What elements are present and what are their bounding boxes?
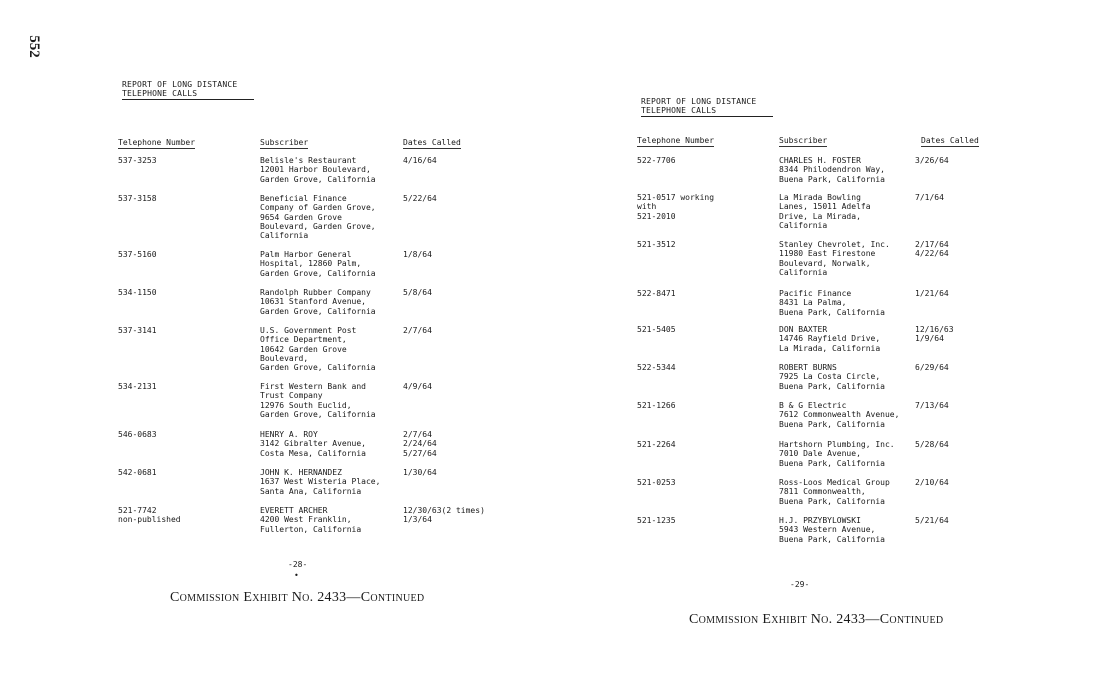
dates-called-line: 1/8/64 [403, 250, 432, 259]
page-foot: -28- [288, 560, 308, 569]
telephone-number-line: 521-2264 [637, 440, 676, 449]
telephone-number-line: 522-7706 [637, 156, 676, 165]
subscriber-line: 14746 Rayfield Drive, [779, 334, 881, 344]
header-dates: Dates Called [921, 136, 979, 145]
dates-called-line: 2/10/64 [915, 478, 949, 487]
subscriber-line: Office Department, [260, 335, 347, 345]
header-telephone: Telephone Number [118, 138, 196, 147]
telephone-number-line: with [637, 202, 657, 212]
subscriber [779, 478, 890, 506]
telephone-number-line: 521-1266 [637, 401, 676, 410]
subscriber-line: 8431 La Palma, [779, 298, 847, 308]
subscriber-line: Garden Grove, California [260, 268, 376, 278]
telephone-number [118, 326, 157, 335]
subscriber-line: U.S. Government Post [260, 326, 357, 335]
subscriber-line: HENRY A. ROY [260, 430, 318, 439]
subscriber-line: Trust Company [260, 391, 323, 401]
subscriber-line: Santa Ana, California [260, 486, 362, 496]
subscriber-line: Buena Park, California [779, 419, 885, 429]
subscriber [779, 401, 899, 429]
subscriber-line: 9654 Garden Grove [260, 212, 342, 222]
dates-called [915, 401, 949, 410]
subscriber-line: 8344 Philodendron Way, [779, 165, 885, 175]
dates-called-line: 1/3/64 [403, 515, 432, 525]
telephone-number [637, 240, 676, 249]
dates-called-line: 12/16/63 [915, 325, 954, 334]
dates-called [915, 363, 949, 372]
subscriber [779, 440, 895, 468]
subscriber-line: Costa Mesa, California [260, 448, 366, 458]
subscriber-line: Hartshorn Plumbing, Inc. [779, 440, 895, 449]
dates-called-line: 1/9/64 [915, 334, 944, 344]
dates-called [403, 250, 432, 259]
dates-called-line: 12/30/63(2 times) [403, 506, 485, 515]
report-title [122, 80, 254, 100]
telephone-number-line: 537-3158 [118, 194, 157, 203]
report-title-line2: TELEPHONE CALLS [122, 89, 198, 98]
telephone-number-line: 521-7742 [118, 506, 157, 515]
dates-called-line: 7/1/64 [915, 193, 944, 202]
telephone-number-line: 534-2131 [118, 382, 157, 391]
dates-called [403, 506, 485, 525]
telephone-number-line: 542-0681 [118, 468, 157, 477]
subscriber-line: Belisle's Restaurant [260, 156, 357, 165]
title-underline [641, 116, 773, 117]
telephone-number [637, 193, 714, 221]
subscriber [260, 430, 366, 458]
dates-called [403, 326, 432, 335]
dates-called [915, 156, 949, 165]
page-foot: -29- [790, 580, 810, 589]
subscriber-line: Stanley Chevrolet, Inc. [779, 240, 890, 249]
telephone-number [637, 289, 676, 298]
subscriber-line: 3142 Gibralter Avenue, [260, 439, 366, 449]
subscriber-line: Buena Park, California [779, 458, 885, 468]
dates-called-line: 1/21/64 [915, 289, 949, 298]
subscriber-line: 10642 Garden Grove [260, 344, 347, 354]
telephone-number [118, 250, 157, 259]
header-subscriber: Subscriber [260, 138, 309, 147]
subscriber-line: First Western Bank and [260, 382, 366, 391]
subscriber-line: 7010 Dale Avenue, [779, 449, 861, 459]
telephone-number [118, 288, 157, 297]
subscriber-line: B & G Electric [779, 401, 847, 410]
subscriber [779, 289, 885, 317]
telephone-number-line: 521-2010 [637, 211, 676, 221]
dates-called-line: 4/9/64 [403, 382, 432, 391]
report-title-line1: REPORT OF LONG DISTANCE [641, 97, 757, 106]
dates-called-line: 5/8/64 [403, 288, 432, 297]
subscriber-line: 12001 Harbor Boulevard, [260, 165, 371, 175]
subscriber-line: Boulevard, Garden Grove, [260, 221, 376, 231]
dates-called-line: 5/22/64 [403, 194, 437, 203]
subscriber-line: Drive, La Mirada, [779, 211, 861, 221]
subscriber-line: 7811 Commonwealth, [779, 487, 866, 497]
dates-called-line: 6/29/64 [915, 363, 949, 372]
dates-called [915, 478, 949, 487]
header-subscriber: Subscriber [779, 136, 828, 145]
subscriber-line: Garden Grove, California [260, 409, 376, 419]
telephone-number [637, 478, 676, 487]
telephone-number [118, 430, 157, 439]
subscriber-line: California [779, 267, 828, 277]
subscriber [779, 193, 871, 230]
subscriber-line: La Mirada Bowling [779, 193, 861, 202]
dates-called [915, 289, 949, 298]
subscriber-line: 12976 South Euclid, [260, 400, 352, 410]
telephone-number [637, 440, 676, 449]
subscriber-line: California [779, 220, 828, 230]
page-number: 552 [25, 35, 42, 58]
subscriber-line: Company of Garden Grove, [260, 203, 376, 213]
telephone-number-line: 521-0253 [637, 478, 676, 487]
subscriber-line: California [260, 231, 309, 241]
subscriber-line: Garden Grove, California [260, 174, 376, 184]
dates-called [403, 468, 437, 477]
telephone-number-line: 521-3512 [637, 240, 676, 249]
exhibit-caption: Commission Exhibit No. 2433—Continued [689, 612, 944, 627]
subscriber-line: 7925 La Costa Circle, [779, 372, 881, 382]
dates-called-line: 2/24/64 [403, 439, 437, 449]
subscriber [260, 326, 376, 372]
subscriber-line: H.J. PRZYBYLOWSKI [779, 516, 861, 525]
subscriber-line: 10631 Stanford Avenue, [260, 297, 366, 307]
telephone-number [637, 363, 676, 372]
subscriber-line: Randolph Rubber Company [260, 288, 371, 297]
subscriber [779, 363, 885, 391]
dates-called [403, 430, 437, 458]
telephone-number [637, 325, 676, 334]
telephone-number-line: 537-3141 [118, 326, 157, 335]
subscriber-line: JOHN K. HERNANDEZ [260, 468, 342, 477]
telephone-number [118, 194, 157, 203]
telephone-number-line: 537-5160 [118, 250, 157, 259]
subscriber [779, 325, 880, 353]
subscriber [260, 288, 376, 316]
dates-called-line: 4/16/64 [403, 156, 437, 165]
subscriber-line: 1637 West Wisteria Place, [260, 477, 381, 487]
subscriber-line: Beneficial Finance [260, 194, 347, 203]
dates-called-line: 7/13/64 [915, 401, 949, 410]
dates-called-line: 2/7/64 [403, 326, 432, 335]
subscriber-line: Lanes, 15011 Adelfa [779, 202, 871, 212]
dot-mark: • [294, 571, 299, 580]
subscriber-line: Fullerton, California [260, 524, 362, 534]
report-title-line1: REPORT OF LONG DISTANCE [122, 80, 238, 89]
subscriber-line: Garden Grove, California [260, 306, 376, 316]
header-dates: Dates Called [403, 138, 461, 147]
subscriber-line: La Mirada, California [779, 343, 881, 353]
telephone-number-line: 521-5405 [637, 325, 676, 334]
dates-called-line: 5/28/64 [915, 440, 949, 449]
dates-called-line: 5/27/64 [403, 448, 437, 458]
telephone-number-line: 522-8471 [637, 289, 676, 298]
dates-called [403, 156, 437, 165]
dates-called-line: 4/22/64 [915, 249, 949, 259]
exhibit-caption: Commission Exhibit No. 2433—Continued [170, 590, 425, 605]
dates-called [915, 516, 949, 525]
dates-called-line: 1/30/64 [403, 468, 437, 477]
subscriber-line: EVERETT ARCHER [260, 506, 328, 515]
telephone-number-line: 537-3253 [118, 156, 157, 165]
telephone-number-line: 522-5344 [637, 363, 676, 372]
telephone-number [637, 401, 676, 410]
subscriber [260, 156, 376, 184]
subscriber-line: Pacific Finance [779, 289, 852, 298]
subscriber [260, 194, 376, 240]
subscriber [260, 250, 376, 278]
subscriber-line: Hospital, 12860 Palm, [260, 259, 362, 269]
telephone-number [118, 468, 157, 477]
dates-called [403, 194, 437, 203]
subscriber [779, 156, 885, 184]
subscriber-line: Buena Park, California [779, 307, 885, 317]
subscriber-line: Buena Park, California [779, 174, 885, 184]
report-title-line2: TELEPHONE CALLS [641, 106, 717, 115]
subscriber-line: Ross-Loos Medical Group [779, 478, 890, 487]
dates-called-line: 3/26/64 [915, 156, 949, 165]
subscriber [260, 382, 376, 419]
subscriber-line: Buena Park, California [779, 534, 885, 544]
dates-called [403, 288, 432, 297]
report-title [641, 97, 773, 117]
subscriber [260, 468, 380, 496]
dates-called-line: 2/7/64 [403, 430, 432, 439]
telephone-number [118, 506, 181, 525]
subscriber [779, 240, 890, 277]
dates-called [915, 240, 949, 259]
subscriber [779, 516, 885, 544]
title-underline [122, 99, 254, 100]
telephone-number-line: non-published [118, 515, 181, 525]
subscriber-line: 7612 Commonwealth Avenue, [779, 410, 900, 420]
dates-called [915, 193, 944, 202]
dates-called [915, 325, 954, 344]
dates-called-line: 5/21/64 [915, 516, 949, 525]
telephone-number-line: 534-1150 [118, 288, 157, 297]
subscriber-line: 11980 East Firestone [779, 249, 876, 259]
telephone-number [118, 156, 157, 165]
subscriber-line: Buena Park, California [779, 381, 885, 391]
subscriber-line: Boulevard, Norwalk, [779, 258, 871, 268]
dates-called [403, 382, 432, 391]
telephone-number-line: 546-0683 [118, 430, 157, 439]
dates-called [915, 440, 949, 449]
telephone-number-line: 521-0517 working [637, 193, 715, 202]
dates-called-line: 2/17/64 [915, 240, 949, 249]
subscriber [260, 506, 361, 534]
telephone-number [118, 382, 157, 391]
subscriber-line: Palm Harbor General [260, 250, 352, 259]
subscriber-line: CHARLES H. FOSTER [779, 156, 861, 165]
subscriber-line: Garden Grove, California [260, 363, 376, 373]
telephone-number [637, 156, 676, 165]
subscriber-line: Buena Park, California [779, 496, 885, 506]
telephone-number [637, 516, 676, 525]
subscriber-line: 5943 Western Avenue, [779, 525, 876, 535]
subscriber-line: DON BAXTER [779, 325, 828, 334]
subscriber-line: 4200 West Franklin, [260, 515, 352, 525]
telephone-number-line: 521-1235 [637, 516, 676, 525]
subscriber-line: ROBERT BURNS [779, 363, 837, 372]
subscriber-line: Boulevard, [260, 353, 309, 363]
header-telephone: Telephone Number [637, 136, 715, 145]
